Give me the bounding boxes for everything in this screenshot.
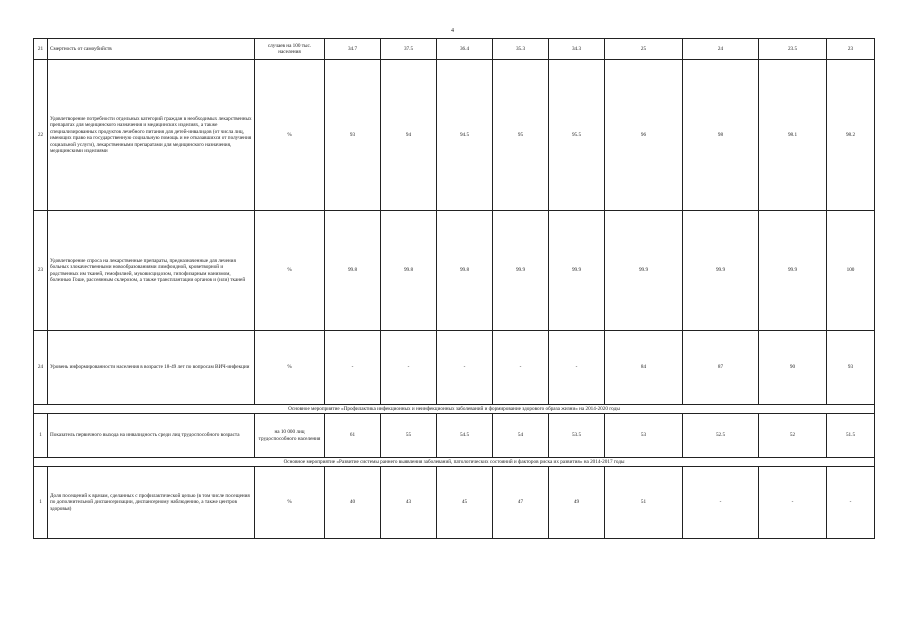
value-cell: 94 [381,60,437,211]
indicator-name: Удовлетворение спроса на лекарственные препараты, предназначенные для лечения больных злокачественными новообразованиями лимфоидной, кроветворной и родственных им тканей, гемофилией, муковисцидозом, гипофизарным нанизмом, болезнью Гоше, рассеянным склерозом, а также трансплантации органов и (или) тканей [48,211,255,331]
value-cell: 35.3 [493,39,549,60]
table-row [34,211,875,331]
table-row [34,414,875,458]
value-cell: 24 [683,39,759,60]
value-cell: 23 [827,39,875,60]
value-cell: 99.9 [759,211,827,331]
value-cell: 87 [683,331,759,405]
value-cell: 99.9 [549,211,605,331]
value-cell: - [325,331,381,405]
value-cell: - [683,467,759,539]
value-cell: 54 [493,414,549,458]
indicator-name: Уровень информированности населения в возрасте 18-49 лет по вопросам ВИЧ-инфекции [48,331,255,405]
row-number: 22 [34,60,48,211]
indicators-table [33,38,875,539]
value-cell: - [381,331,437,405]
value-cell: 23.5 [759,39,827,60]
indicator-name: Удовлетворение потребности отдельных категорий граждан в необходимых лекарственных препаратах для медицинского назначения и медицинских изделиях, а также специализированных продуктов лечебного питания для детей-инвалидов (от числа лиц, имеющих право на государственную социальную помощь и не отказавшихся от получения социальной услуги), лекарственными препаратами для медицинского назначения, медицинскими изделиями [48,60,255,211]
value-cell: 98.1 [759,60,827,211]
row-number: 21 [34,39,48,60]
value-cell: 51 [605,467,683,539]
value-cell: 99.8 [381,211,437,331]
value-cell: 55 [381,414,437,458]
section-title: Основное мероприятие «Развитие системы раннего выявления заболеваний, патологических состояний и факторов риска их развития» на 2014-2017 годы [34,458,875,467]
value-cell: 61 [325,414,381,458]
value-cell: - [437,331,493,405]
value-cell: 43 [381,467,437,539]
indicator-name: Доля посещений к врачам, сделанных с профилактической целью (в том числе посещения по дополнительной диспансеризации, диспансерному наблюдению, а также центров здоровья) [48,467,255,539]
value-cell: 98 [683,60,759,211]
unit-cell: % [255,467,325,539]
value-cell: 34.7 [325,39,381,60]
value-cell: 99.8 [325,211,381,331]
value-cell: 96 [605,60,683,211]
value-cell: 99.9 [605,211,683,331]
unit-cell: случаев на 100 тыс. населения [255,39,325,60]
value-cell: - [493,331,549,405]
value-cell: - [759,467,827,539]
value-cell: 95 [493,60,549,211]
indicator-name: Смертность от самоубийств [48,39,255,60]
value-cell: 54.5 [437,414,493,458]
unit-cell: % [255,331,325,405]
value-cell: 52 [759,414,827,458]
value-cell: 100 [827,211,875,331]
value-cell: 99.8 [437,211,493,331]
value-cell: 36.4 [437,39,493,60]
indicator-name: Показатель первичного выхода на инвалидность среди лиц трудоспособного возраста [48,414,255,458]
value-cell: 95.5 [549,60,605,211]
page-number: 4 [451,28,454,34]
value-cell: 90 [759,331,827,405]
table-row [34,331,875,405]
table-row [34,60,875,211]
row-number: 1 [34,414,48,458]
value-cell: 99.9 [493,211,549,331]
row-number: 24 [34,331,48,405]
value-cell: 53 [605,414,683,458]
value-cell: 53.5 [549,414,605,458]
row-number: 23 [34,211,48,331]
value-cell: 51.5 [827,414,875,458]
unit-cell: % [255,211,325,331]
value-cell: 52.5 [683,414,759,458]
table-row [34,467,875,539]
unit-cell: % [255,60,325,211]
value-cell: - [549,331,605,405]
value-cell: 98.2 [827,60,875,211]
value-cell: 93 [827,331,875,405]
value-cell: 99.9 [683,211,759,331]
value-cell: 93 [325,60,381,211]
value-cell: 94.5 [437,60,493,211]
value-cell: 34.3 [549,39,605,60]
section-header-row [34,458,875,467]
unit-cell: на 10 000 лиц трудоспособного населения [255,414,325,458]
value-cell: 25 [605,39,683,60]
value-cell: 45 [437,467,493,539]
value-cell: 49 [549,467,605,539]
row-number: 1 [34,467,48,539]
value-cell: - [827,467,875,539]
value-cell: 40 [325,467,381,539]
table-row [34,39,875,60]
section-header-row [34,405,875,414]
section-title: Основное мероприятие «Профилактика инфекционных и неинфекционных заболеваний и формирование здорового образа жизни» на 2014-2020 годы [34,405,875,414]
value-cell: 84 [605,331,683,405]
value-cell: 47 [493,467,549,539]
value-cell: 37.5 [381,39,437,60]
